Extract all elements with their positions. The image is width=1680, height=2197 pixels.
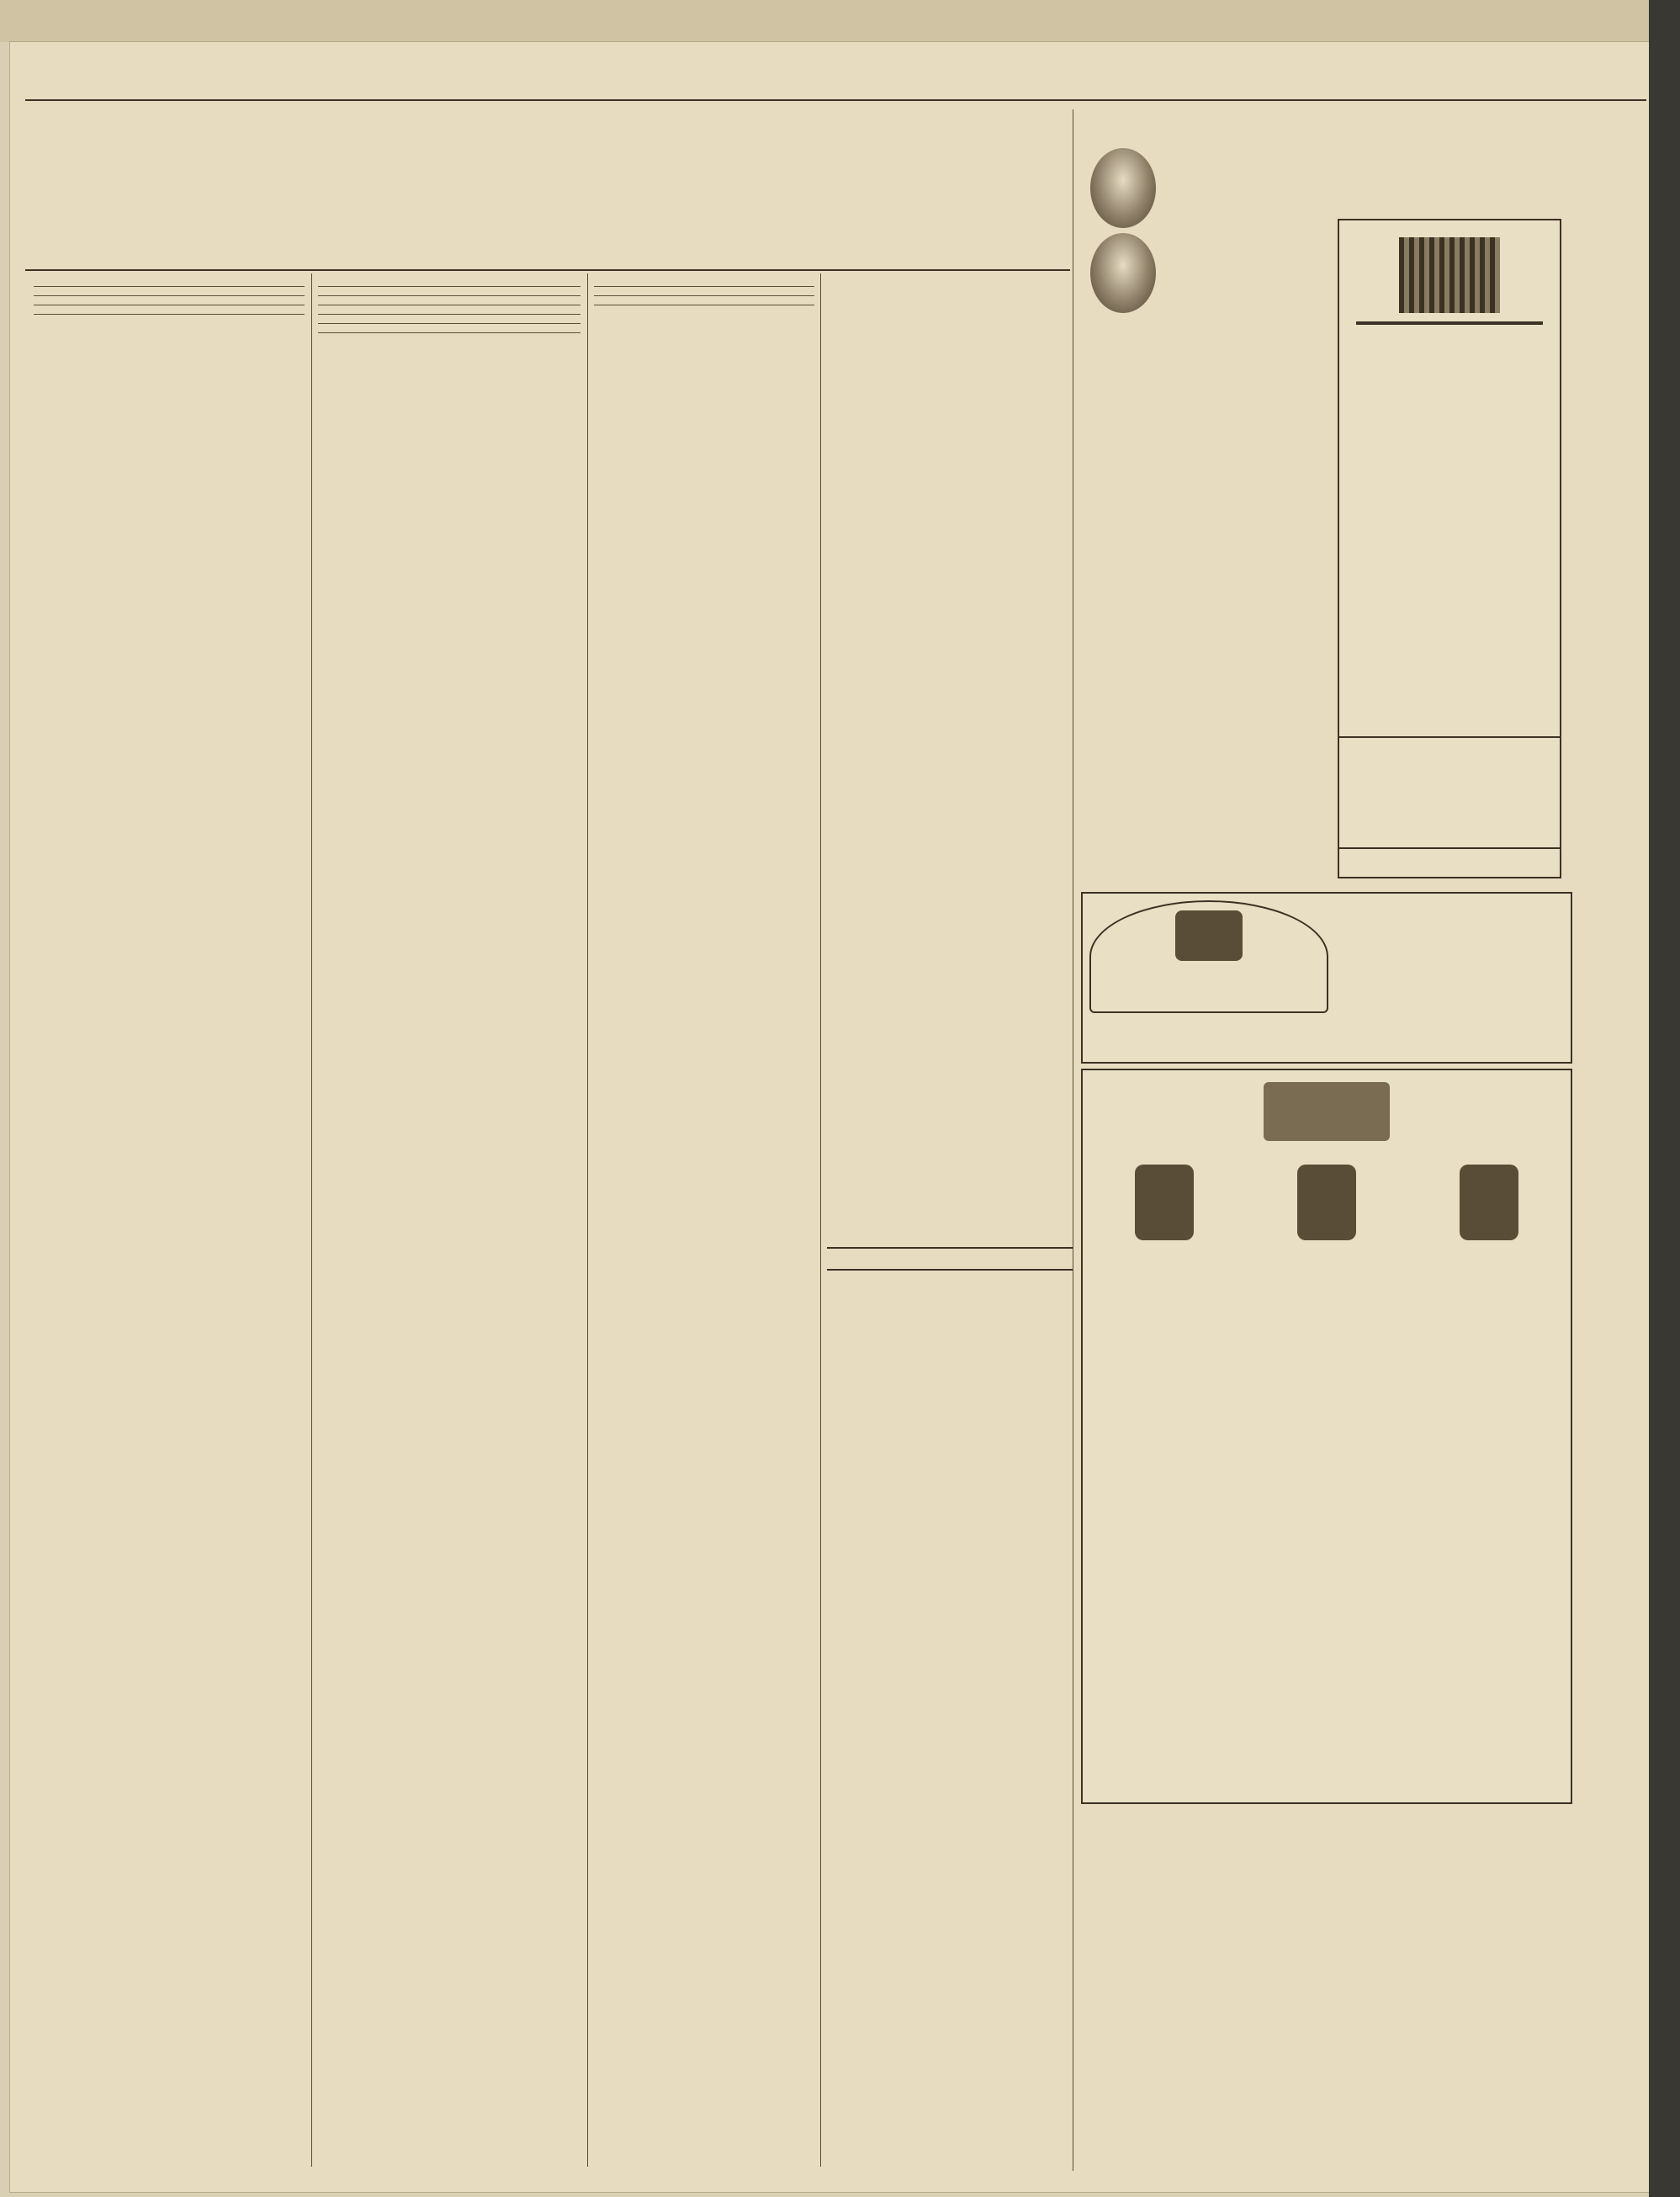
still-icon [1175,910,1243,961]
column-4 [827,269,1067,1237]
masthead [35,63,1645,97]
column-2 [318,278,580,2167]
machine-illustration [1297,1165,1356,1240]
column-rule [827,1269,1073,1271]
ad-body [1411,1082,1562,1141]
pink-pills-ad [1081,143,1325,884]
classifieds [827,1272,1067,2167]
column-divider [820,273,821,2167]
scanner-edge [1649,0,1680,2197]
column-1 [34,278,305,2167]
nevrosi-ad [1338,736,1561,849]
kermath-brand [1356,321,1543,325]
engine-illustration [1399,237,1500,313]
banca-ad [1081,1809,1569,2171]
machine-illustration [1135,1165,1194,1240]
machine-illustration [1460,1165,1518,1240]
sciroppo-logo [1089,900,1328,1013]
portrait-photo [1090,148,1156,228]
bellavita-ad [1081,1069,1572,1804]
column-divider [311,273,312,2167]
ad-body [1091,1082,1243,1141]
sant-agostino-ad [1081,892,1572,1064]
ad-body [1172,148,1325,310]
page-top-edge [0,0,1680,42]
portrait-photo [1090,233,1156,313]
column-3 [594,278,814,2167]
masthead-rule [25,99,1646,101]
column-divider [587,273,588,2167]
tipografia-line [827,1250,1067,1267]
column-rule [827,1247,1073,1249]
spacer [1081,2179,1569,2180]
machine-illustration [1264,1082,1390,1141]
